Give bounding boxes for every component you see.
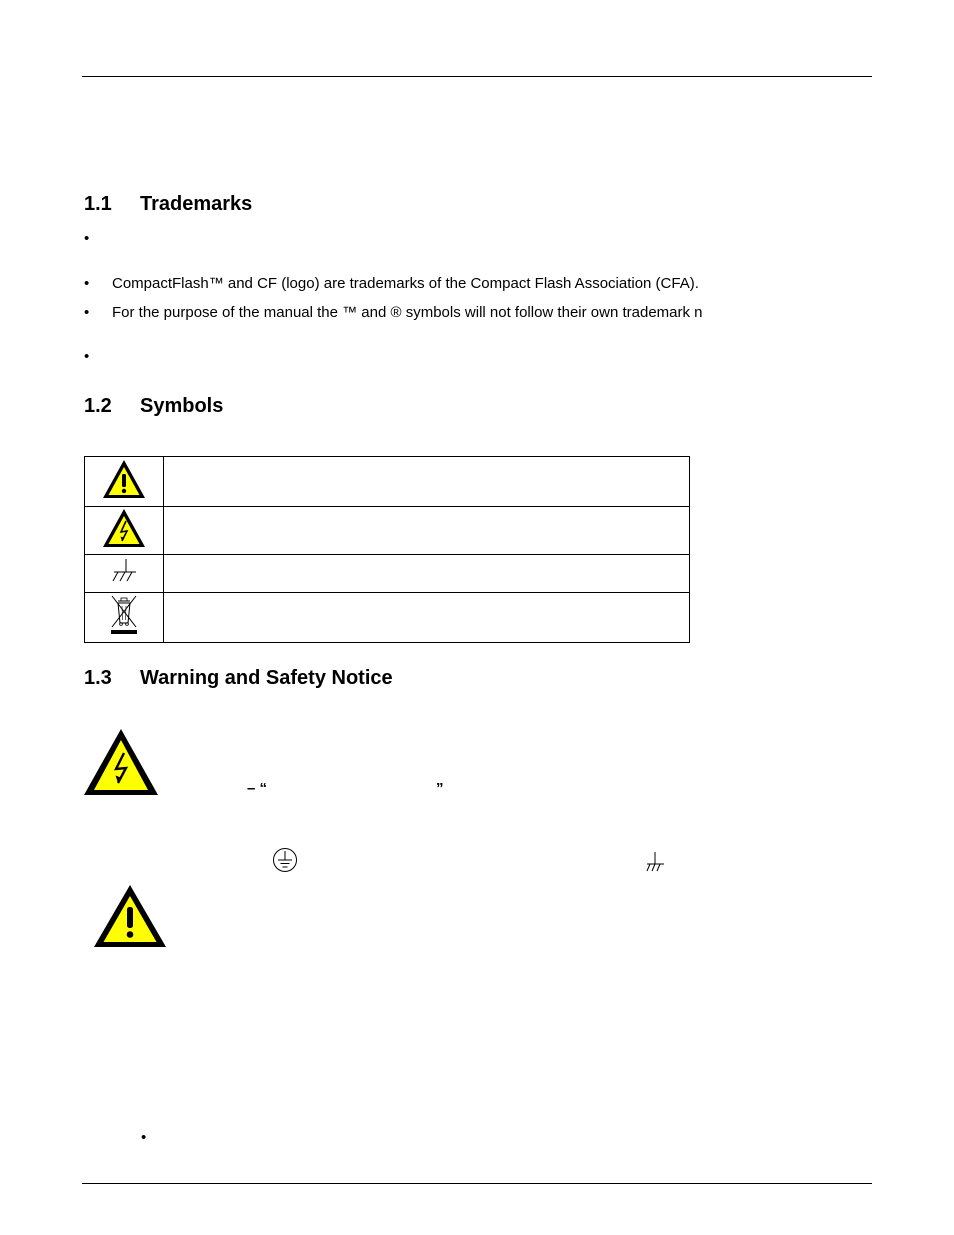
section-heading-warning — [84, 667, 393, 690]
weee-bin-icon — [108, 593, 140, 637]
symbols-table — [84, 456, 690, 643]
section-heading-symbols — [84, 395, 223, 418]
warning-triangle-icon — [101, 458, 147, 500]
footer-rule — [82, 1183, 872, 1184]
symbol-description — [164, 555, 690, 593]
section-title: Symbols — [140, 395, 224, 417]
chassis-ground-icon — [644, 851, 666, 873]
section-heading-trademarks — [84, 193, 252, 216]
bullet: • — [84, 275, 90, 292]
section-title: Trademarks — [140, 193, 253, 215]
symbols-row — [85, 593, 690, 643]
symbols-row — [85, 457, 690, 507]
section-number: 1.2 — [84, 395, 112, 417]
quote-close: ” — [436, 780, 444, 797]
bullet: • — [141, 1129, 147, 1146]
bullet: • — [84, 348, 90, 365]
symbols-row — [85, 507, 690, 555]
bullet: • — [84, 304, 90, 321]
symbol-description — [164, 507, 690, 555]
warning-triangle-icon — [92, 883, 168, 949]
chassis-ground-icon — [109, 557, 139, 585]
section-number: 1.1 — [84, 193, 112, 215]
electric-shock-icon — [82, 727, 160, 797]
bullet: • — [84, 230, 90, 247]
symbols-row — [85, 555, 690, 593]
symbol-description — [164, 593, 690, 643]
electric-shock-icon — [101, 507, 147, 549]
section-number: 1.3 — [84, 667, 112, 689]
protective-earth-icon — [272, 847, 298, 873]
section-title: Warning and Safety Notice — [140, 667, 393, 689]
header-rule — [82, 76, 872, 77]
symbol-description — [164, 457, 690, 507]
quote-open: – “ — [247, 780, 268, 797]
